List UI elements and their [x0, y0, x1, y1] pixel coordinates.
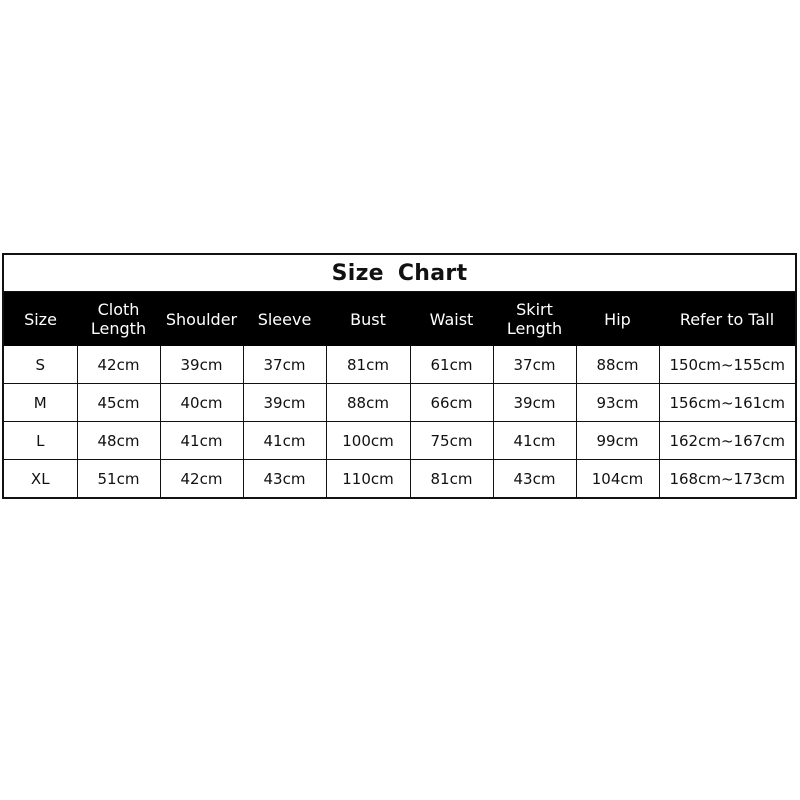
- cell-size: S: [35, 355, 46, 374]
- col-header-bust: Bust: [326, 292, 410, 346]
- cell-bust: 110cm: [326, 460, 410, 498]
- cell-sleeve: 43cm: [243, 460, 326, 498]
- cell-bust: 100cm: [326, 422, 410, 460]
- cell-refer-to-tall: 156cm~161cm: [659, 384, 795, 422]
- table-row-m: [4, 384, 795, 422]
- cell-hip: 104cm: [576, 460, 659, 498]
- cell-skirt-length: 39cm: [493, 384, 576, 422]
- col-header-size: Size: [4, 292, 77, 346]
- size-table: [4, 292, 795, 497]
- cell-hip: 88cm: [576, 346, 659, 384]
- col-header-refer-to-tall: Refer to Tall: [659, 292, 795, 346]
- cell-skirt-length: 43cm: [493, 460, 576, 498]
- cell-shoulder: 40cm: [160, 384, 243, 422]
- cell-cloth-length: 42cm: [77, 346, 160, 384]
- cell-waist: 75cm: [410, 422, 493, 460]
- table-row-s: [4, 346, 795, 384]
- col-header-cloth-length: Cloth Length: [77, 292, 160, 346]
- cell-size: M: [4, 384, 77, 422]
- cell-cloth-length: 48cm: [77, 422, 160, 460]
- col-header-waist: Waist: [410, 292, 493, 346]
- cell-size: L: [4, 422, 77, 460]
- header-row: [4, 292, 795, 346]
- cell-bust: 81cm: [326, 346, 410, 384]
- chart-title: Size Chart: [4, 255, 795, 292]
- cell-shoulder: 39cm: [160, 346, 243, 384]
- cell-cloth-length: 51cm: [77, 460, 160, 498]
- cell-bust: 88cm: [326, 384, 410, 422]
- table-row-xl: [4, 460, 795, 498]
- cell-sleeve: 39cm: [243, 384, 326, 422]
- cell-refer-to-tall: 168cm~173cm: [659, 460, 795, 498]
- cell-refer-to-tall: 150cm~155cm: [659, 346, 795, 384]
- size-chart: [2, 253, 797, 499]
- cell-sleeve: 41cm: [243, 422, 326, 460]
- cell-waist: 61cm: [410, 346, 493, 384]
- col-header-sleeve: Sleeve: [243, 292, 326, 346]
- cell-waist: 66cm: [410, 384, 493, 422]
- col-header-hip: Hip: [576, 292, 659, 346]
- cell-shoulder: 42cm: [160, 460, 243, 498]
- cell-size: XL: [4, 460, 77, 498]
- cell-hip: 93cm: [576, 384, 659, 422]
- cell-hip: 99cm: [576, 422, 659, 460]
- cell-cloth-length: 45cm: [77, 384, 160, 422]
- cell-refer-to-tall: 162cm~167cm: [659, 422, 795, 460]
- cell-shoulder: 41cm: [160, 422, 243, 460]
- cell-waist: 81cm: [410, 460, 493, 498]
- cell-sleeve: 37cm: [243, 346, 326, 384]
- col-header-shoulder: Shoulder: [160, 292, 243, 346]
- table-row-l: [4, 422, 795, 460]
- cell-skirt-length: 41cm: [493, 422, 576, 460]
- col-header-skirt-length: Skirt Length: [493, 292, 576, 346]
- cell-skirt-length: 37cm: [493, 346, 576, 384]
